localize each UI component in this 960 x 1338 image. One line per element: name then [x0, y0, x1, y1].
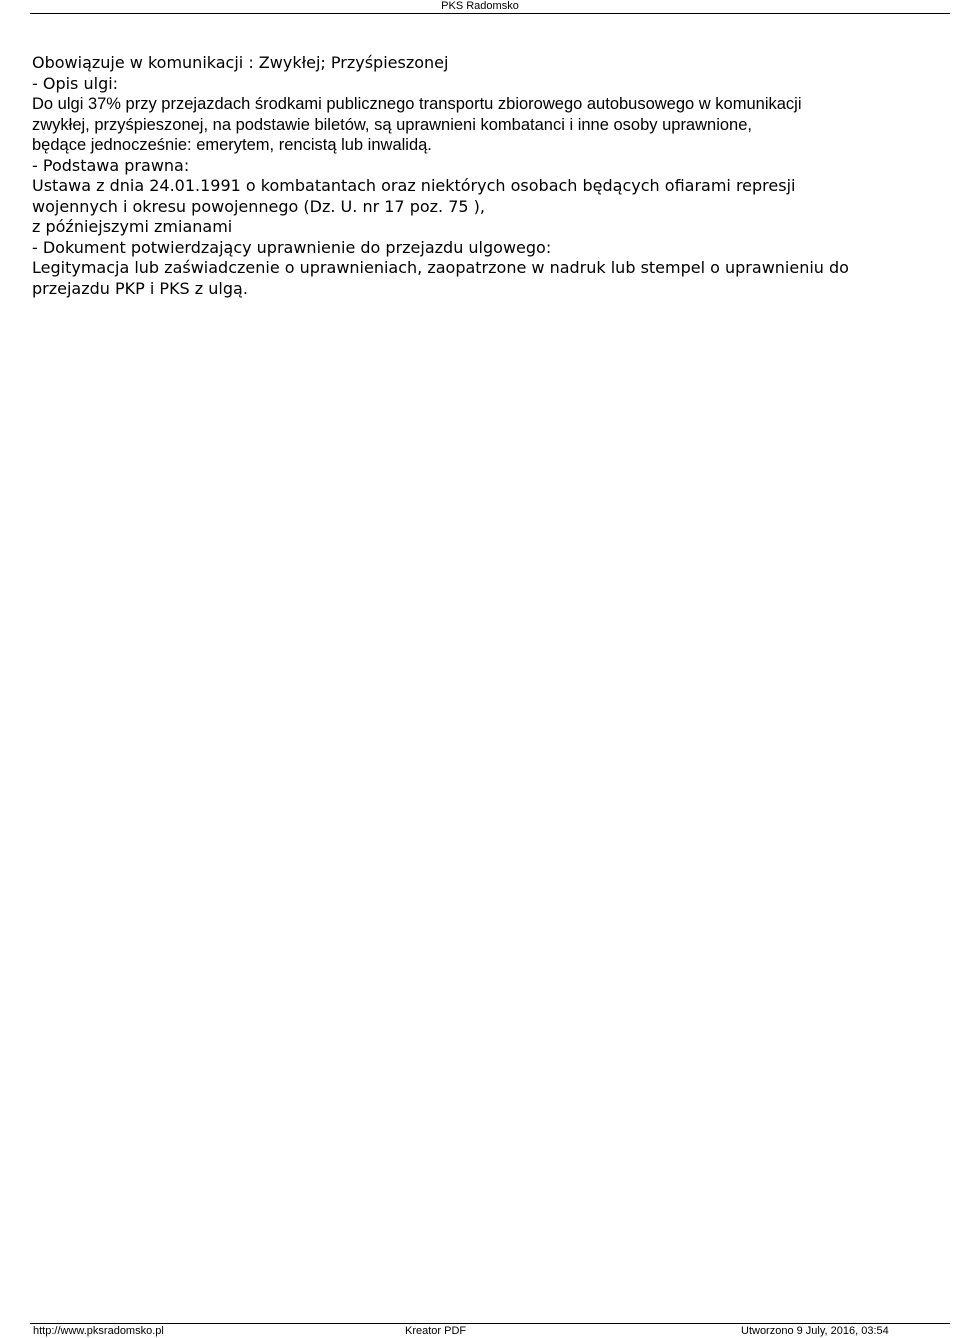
- header-divider: [30, 13, 950, 14]
- service-types-line: Obowiązuje w komunikacji : Zwykłej; Przyśpieszonej: [32, 53, 449, 72]
- footer-created-timestamp: Utworzono 9 July, 2016, 03:54: [741, 1325, 889, 1337]
- document-body: [32, 53, 932, 299]
- discount-description-line-2: zwykłej, przyśpieszonej, na podstawie biletów, są uprawnieni kombatanci i inne osoby uprawnione,: [32, 115, 752, 134]
- required-document-line-2: przejazdu PKP i PKS z ulgą.: [32, 278, 248, 298]
- legal-basis-line-1: Ustawa z dnia 24.01.1991 o kombatantach oraz niektórych osobach będących ofiarami represji: [32, 176, 796, 195]
- legal-basis-line-3: z późniejszymi zmianami: [32, 217, 233, 236]
- legal-basis-line-2: wojennych i okresu powojennego (Dz. U. nr 17 poz. 75 ),: [32, 196, 485, 216]
- discount-description-line-3: będące jednocześnie: emerytem, rencistą lub inwalidą.: [32, 136, 432, 154]
- footer-generator-label: Kreator PDF: [405, 1325, 467, 1337]
- page-header-title: PKS Radomsko: [441, 0, 519, 12]
- legal-basis-heading: - Podstawa prawna:: [32, 155, 190, 175]
- required-document-line-1: Legitymacja lub zaświadczenie o uprawnieniach, zaopatrzone w nadruk lub stempel o uprawnieniu do: [32, 258, 849, 277]
- discount-description-line-1: Do ulgi 37% przy przejazdach środkami publicznego transportu zbiorowego autobusowego w komunikacji: [32, 95, 802, 113]
- discount-description-heading: - Opis ulgi:: [32, 73, 119, 93]
- required-document-heading: - Dokument potwierdzający uprawnienie do przejazdu ulgowego:: [32, 237, 552, 257]
- footer-divider: [30, 1323, 950, 1324]
- footer-website-link[interactable]: http://www.pksradomsko.pl: [33, 1325, 164, 1337]
